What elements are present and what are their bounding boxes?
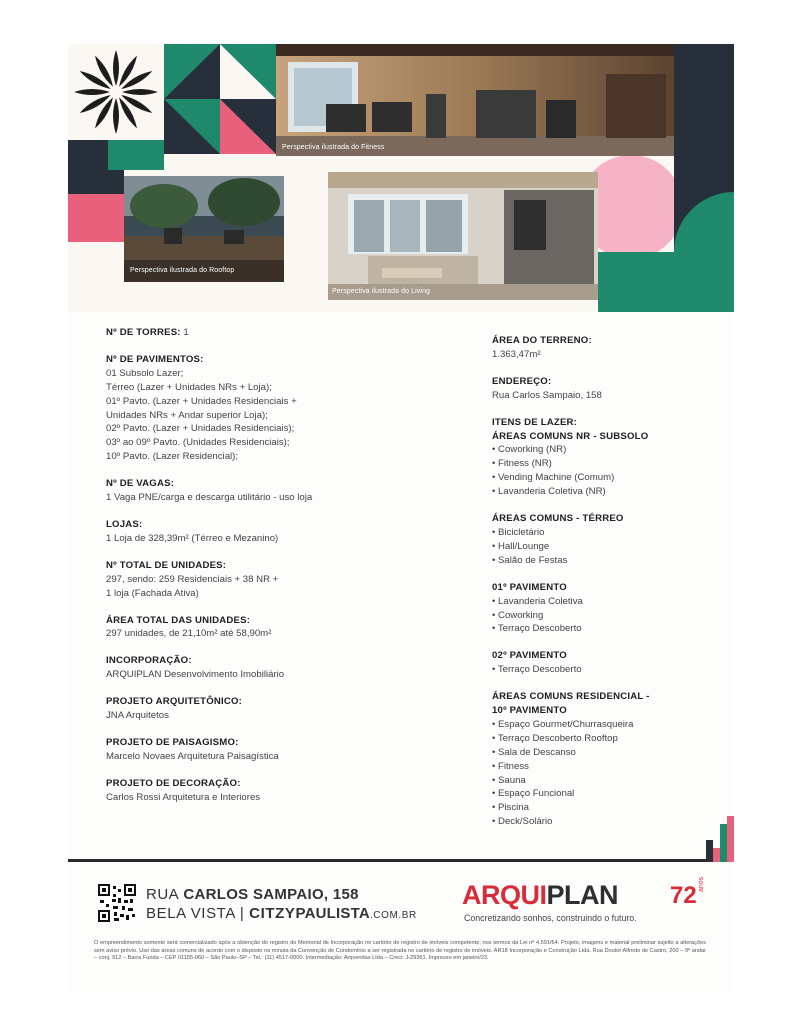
spec-label: PROJETO DE DECORAÇÃO:	[106, 777, 241, 789]
spec-section-decoration	[106, 777, 406, 805]
brochure-page	[68, 44, 734, 992]
spec-label: ENDEREÇO:	[492, 375, 552, 387]
spec-label: PROJETO ARQUITETÔNICO:	[106, 696, 243, 708]
spec-section-second-floor	[492, 649, 712, 677]
green-arc	[674, 152, 734, 252]
brand-wordmark-plain: ARQUI	[462, 880, 547, 910]
spec-label: ÁREAS COMUNS NR - SUBSOLO	[492, 430, 649, 442]
spec-value: 10º Pavto. (Lazer Residencial);	[106, 451, 239, 463]
separator: |	[239, 905, 245, 922]
spec-label: Nº DE VAGAS:	[106, 478, 175, 490]
list-item: • Lavanderia Coletiva	[492, 595, 583, 607]
spec-value: Marcelo Novaes Arquitetura Paisagística	[106, 750, 279, 762]
spec-value: JNA Arquitetos	[106, 710, 169, 722]
district-name: BELA VISTA	[146, 905, 236, 922]
pattern-tile	[68, 170, 124, 194]
list-item: • Lavanderia Coletiva (NR)	[492, 486, 606, 498]
brand-wordmark-accent: PLAN	[546, 880, 618, 910]
spec-section-landscaping	[106, 736, 406, 764]
spec-section-ground-floor	[492, 512, 712, 568]
spec-label: 02º PAVIMENTO	[492, 650, 567, 662]
list-item: • Terraço Descoberto Rooftop	[492, 732, 618, 744]
spec-section-tenth-floor	[492, 690, 712, 829]
brand-years: 72	[670, 882, 697, 909]
spec-label: Nº DE PAVIMENTOS:	[106, 353, 204, 365]
spec-section-stores	[106, 518, 406, 546]
spec-value: 02º Pavto. (Lazer + Unidades Residenciais);	[106, 423, 295, 435]
footer-district-site	[146, 905, 417, 922]
list-item: • Coworking (NR)	[492, 444, 567, 456]
spec-value: 1 loja (Fachada Ativa)	[106, 587, 199, 599]
spec-column-left	[106, 326, 406, 818]
spec-value: Unidades NRs + Andar superior Loja);	[106, 409, 268, 421]
list-item: • Espaço Funcional	[492, 788, 575, 800]
pattern-tile	[68, 194, 124, 242]
triangle-pattern	[164, 44, 276, 154]
spec-label: ÁREA DO TERRENO:	[492, 335, 592, 346]
list-item: • Piscina	[492, 802, 529, 814]
pattern-tile	[598, 252, 734, 312]
spec-label: LOJAS:	[106, 518, 143, 530]
website-link-part[interactable]: CITZY	[249, 905, 296, 922]
spec-value: Térreo (Lazer + Unidades NRs + Loja);	[106, 381, 272, 393]
spec-section-floors	[106, 353, 406, 464]
list-item: • Vending Machine (Comum)	[492, 472, 615, 484]
spec-section-first-floor	[492, 581, 712, 637]
footer-divider	[68, 859, 708, 862]
spec-value: 1	[183, 327, 189, 338]
spec-value: Carlos Rossi Arquitetura e Interiores	[106, 791, 261, 803]
list-item: • Bicicletário	[492, 526, 545, 538]
spec-value: 297 unidades, de 21,10m² até 58,90m²	[106, 628, 272, 640]
arquiplan-logo	[462, 876, 716, 926]
street-name: CARLOS SAMPAIO, 158	[183, 886, 359, 903]
spec-section-land-area	[492, 334, 712, 362]
photo-caption-fitness: Perspectiva ilustrada do Fitness	[282, 144, 385, 151]
brand-wordmark	[462, 880, 618, 911]
list-item: • Terraço Descoberto	[492, 623, 582, 635]
spec-label: ITENS DE LAZER:	[492, 416, 578, 428]
spec-section-parking	[106, 477, 406, 505]
fitness-photo	[276, 44, 674, 156]
qr-code-icon[interactable]	[98, 884, 136, 922]
spec-value: Rua Carlos Sampaio, 158	[492, 389, 602, 401]
list-item: • Coworking	[492, 609, 544, 621]
spec-value: 1.363,47m²	[492, 348, 541, 360]
spec-column-right	[492, 334, 712, 842]
spec-value: ARQUIPLAN Desenvolvimento Imobiliário	[106, 669, 285, 681]
website-link-part[interactable]: .COM.BR	[369, 910, 417, 921]
list-item: • Sala de Descanso	[492, 746, 576, 758]
street-prefix: RUA	[146, 886, 180, 903]
hero-collage	[68, 44, 734, 312]
list-item: • Terraço Descoberto	[492, 664, 582, 676]
list-item: • Fitness (NR)	[492, 458, 552, 470]
spec-value: 03º ao 09º Pavto. (Unidades Residenciais);	[106, 437, 290, 449]
footer-street	[146, 886, 359, 903]
brand-tagline: Concretizando sonhos, construindo o futuro.	[464, 913, 637, 923]
living-photo	[328, 172, 598, 300]
spec-label: Nº DE TORRES:	[106, 327, 181, 338]
pattern-tile	[68, 140, 108, 170]
spec-label: 10º PAVIMENTO	[492, 705, 567, 717]
spec-section-leisure-basement	[492, 416, 712, 499]
list-item: • Hall/Lounge	[492, 540, 550, 552]
list-item: • Sauna	[492, 774, 526, 786]
photo-caption-living: Perspectiva ilustrada do Living	[332, 288, 431, 295]
spec-label: PROJETO DE PAISAGISMO:	[106, 736, 239, 748]
spec-value: 1 Vaga PNE/carga e descarga utilitário - uso loja	[106, 492, 313, 504]
spec-section-address	[492, 375, 712, 403]
photo-caption-rooftop: Perspectiva ilustrada do Rooftop	[130, 267, 235, 274]
spec-value: 01º Pavto. (Lazer + Unidades Residenciais +	[106, 395, 297, 407]
spec-value: 297, sendo: 259 Residenciais + 38 NR +	[106, 573, 279, 585]
spec-label: 01º PAVIMENTO	[492, 581, 567, 593]
spec-section-units-total	[106, 559, 406, 601]
pattern-tile	[108, 140, 164, 170]
spec-section-architecture	[106, 695, 406, 723]
website-link-part[interactable]: PAULISTA	[295, 905, 370, 922]
spec-section-developer	[106, 654, 406, 682]
list-item: • Fitness	[492, 760, 529, 772]
decorative-bars	[706, 816, 734, 862]
spec-value: 01 Subsolo Lazer;	[106, 367, 184, 379]
spec-label: ÁREA TOTAL DAS UNIDADES:	[106, 614, 251, 626]
sunburst-pattern	[68, 44, 164, 140]
list-item: • Espaço Gourmet/Churrasqueira	[492, 718, 634, 730]
spec-value: 1 Loja de 328,39m² (Térreo e Mezanino)	[106, 532, 279, 544]
brand-years-word: anos	[698, 876, 705, 892]
legal-disclaimer: O empreendimento somente será comercializado após a obtenção do registro do Memorial de Incorporação no cartório de registro de imóveis competente, nos termos da Lei nº 4.591/64. Projeto, imagens e material preliminar sujeito a alterações sem aviso prévio. Uso das áreas comuns de acordo com o disposto na minuta da Convenção de Condomínio a ser registrada no cartório de registro de imóveis. AR18 Incorporação e Construção Ltda. Rua Doutor Alfredo de Castro, 200 – 9º andar – conj. 912 – Barra Funda – CEP 01155-060 – São Paulo–SP – Tel.: (11) 4517-0000. Intermediação: Arqvendas Ltda – Creci: J-29361. Impresso em janeiro/23.	[94, 940, 706, 962]
list-item: • Salão de Festas	[492, 554, 568, 566]
spec-section-units-area	[106, 614, 406, 642]
spec-label: Nº TOTAL DE UNIDADES:	[106, 559, 227, 571]
spec-label: ÁREAS COMUNS - TÉRREO	[492, 513, 624, 525]
spec-section-towers	[106, 326, 406, 340]
list-item: • Deck/Solário	[492, 816, 553, 828]
spec-label: ÁREAS COMUNS RESIDENCIAL -	[492, 691, 650, 703]
spec-label: INCORPORAÇÃO:	[106, 655, 192, 667]
